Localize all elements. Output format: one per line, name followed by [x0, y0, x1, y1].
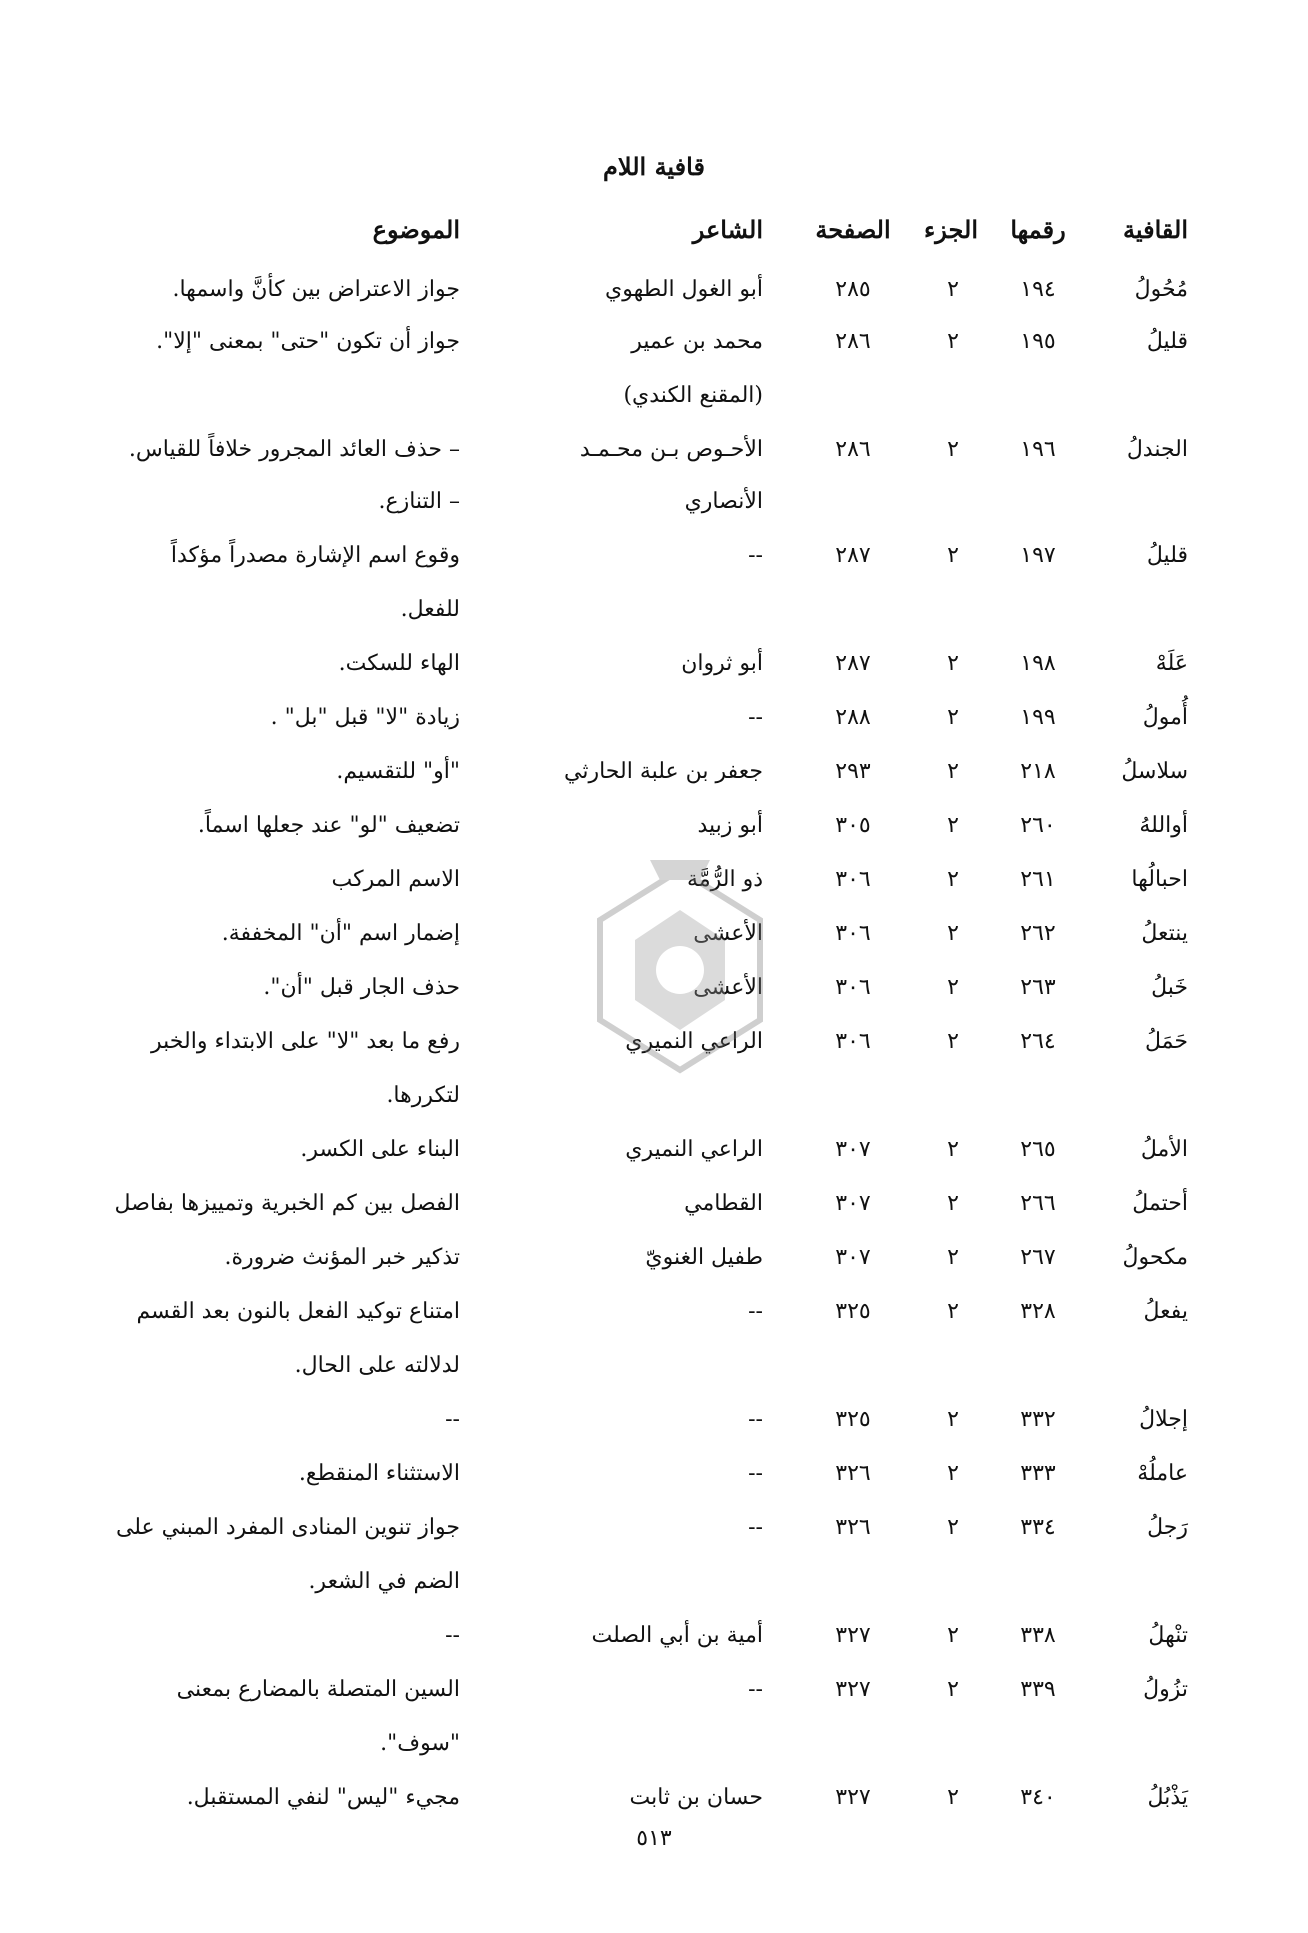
cell-page: ٢٨٧: [835, 543, 871, 568]
cell-number: ٢٦٢: [1020, 921, 1056, 946]
cell-number: ١٩٤: [1020, 277, 1056, 302]
cell-part: ٢: [947, 867, 959, 892]
table-row: [0, 752, 1308, 792]
cell-number: ٢٦١: [1020, 867, 1056, 892]
cell-poet: الراعي النميري: [625, 1029, 763, 1054]
table-row: [0, 698, 1308, 738]
cell-page: ٣٠٦: [835, 921, 871, 946]
header-page: الصفحة: [815, 215, 891, 244]
cell-rhyme: تنْهلُ: [1148, 1623, 1188, 1648]
cell-poet: ذو الرُّمَّة: [687, 867, 763, 892]
cell-topic: الهاء للسكت.: [338, 651, 460, 676]
cell-rhyme: حَمَلُ: [1145, 1029, 1188, 1054]
cell-part: ٢: [947, 759, 959, 784]
cell-topic: لدلالته على الحال.: [294, 1353, 460, 1378]
cell-topic: الاستثناء المنقطع.: [298, 1461, 460, 1486]
cell-part: ٢: [947, 1461, 959, 1486]
table-row: [0, 1670, 1308, 1710]
cell-page: ٢٨٧: [835, 651, 871, 676]
cell-page: ٣٢٧: [835, 1623, 871, 1648]
cell-rhyme: أُمولُ: [1142, 705, 1188, 730]
cell-part: ٢: [947, 705, 959, 730]
cell-part: ٢: [947, 1623, 959, 1648]
cell-poet: الأحـوص بـن محـمـد: [579, 437, 763, 462]
table-row: [0, 1616, 1308, 1656]
cell-page: ٣٠٧: [835, 1137, 871, 1162]
cell-rhyme: يَذْبُلُ: [1147, 1785, 1188, 1810]
cell-topic: لتكررها.: [386, 1083, 460, 1108]
cell-page: ٣٢٧: [835, 1677, 871, 1702]
cell-topic: جواز تنوين المنادى المفرد المبني على: [115, 1515, 460, 1540]
cell-part: ٢: [947, 1515, 959, 1540]
cell-poet: --: [748, 1515, 763, 1540]
table-row: [0, 1562, 1308, 1602]
cell-rhyme: الأملُ: [1140, 1137, 1188, 1162]
cell-number: ٢٦٣: [1020, 975, 1056, 1000]
cell-number: ١٩٧: [1020, 543, 1056, 568]
cell-number: ٣٤٠: [1020, 1785, 1056, 1810]
cell-rhyme: مكحولُ: [1122, 1245, 1188, 1270]
cell-poet: --: [748, 1461, 763, 1486]
cell-poet: الراعي النميري: [625, 1137, 763, 1162]
cell-topic: للفعل.: [400, 597, 460, 622]
cell-poet: أبو ثروان: [681, 651, 763, 676]
cell-poet: أبو زبيد: [697, 813, 763, 838]
cell-topic: "أو" للتقسيم.: [336, 759, 460, 784]
cell-page: ٣٠٦: [835, 867, 871, 892]
cell-number: ٢٦٥: [1020, 1137, 1056, 1162]
table-row: [0, 1184, 1308, 1224]
header-topic: الموضوع: [372, 215, 460, 244]
cell-number: ١٩٩: [1020, 705, 1056, 730]
table-row: [0, 322, 1308, 362]
cell-rhyme: عَلَهْ: [1155, 651, 1188, 676]
cell-page: ٢٩٣: [835, 759, 871, 784]
cell-topic: وقوع اسم الإشارة مصدراً مؤكداً: [170, 543, 460, 568]
cell-poet: محمد بن عمير: [631, 329, 763, 354]
cell-rhyme: الجندلُ: [1126, 437, 1188, 462]
table-row: [0, 1238, 1308, 1278]
table-row: [0, 1292, 1308, 1332]
cell-number: ٢١٨: [1020, 759, 1056, 784]
cell-page: ٢٨٨: [835, 705, 871, 730]
cell-rhyme: مُحُولُ: [1134, 277, 1188, 302]
cell-page: ٣٢٦: [835, 1515, 871, 1540]
cell-topic: البناء على الكسر.: [300, 1137, 460, 1162]
cell-topic: تضعيف "لو" عند جعلها اسماً.: [197, 813, 460, 838]
header-number: رقمها: [1010, 215, 1066, 244]
table-row: [0, 376, 1308, 416]
table-row: [0, 1724, 1308, 1764]
cell-number: ٣٣٢: [1020, 1407, 1056, 1432]
cell-number: ١٩٥: [1020, 329, 1056, 354]
cell-topic: حذف الجار قبل "أن".: [263, 975, 460, 1000]
cell-topic: جواز الاعتراض بين كأنَّ واسمها.: [172, 277, 460, 302]
cell-rhyme: قليلُ: [1146, 329, 1188, 354]
cell-poet: --: [748, 1677, 763, 1702]
cell-poet: --: [748, 543, 763, 568]
cell-page: ٣٠٧: [835, 1245, 871, 1270]
cell-topic: --: [445, 1407, 460, 1432]
cell-rhyme: قليلُ: [1146, 543, 1188, 568]
cell-rhyme: ينتعلُ: [1141, 921, 1188, 946]
cell-poet: --: [748, 1407, 763, 1432]
table-row: [0, 1400, 1308, 1440]
cell-page: ٣٢٧: [835, 1785, 871, 1810]
cell-number: ٣٣٤: [1020, 1515, 1056, 1540]
cell-page: ٢٨٦: [835, 329, 871, 354]
cell-rhyme: يفعلُ: [1143, 1299, 1188, 1324]
table-row: [0, 1130, 1308, 1170]
cell-number: ٢٦٧: [1020, 1245, 1056, 1270]
table-row: [0, 270, 1308, 310]
table-row: [0, 644, 1308, 684]
table-row: [0, 1508, 1308, 1548]
cell-topic: رفع ما بعد "لا" على الابتداء والخبر: [151, 1029, 460, 1054]
cell-poet: أمية بن أبي الصلت: [591, 1623, 763, 1648]
cell-page: ٢٨٥: [835, 277, 871, 302]
cell-number: ٢٦٦: [1020, 1191, 1056, 1216]
cell-topic: الاسم المركب: [331, 867, 460, 892]
cell-poet: القطامي: [684, 1191, 763, 1216]
cell-part: ٢: [947, 1191, 959, 1216]
cell-page: ٣٢٥: [835, 1299, 871, 1324]
cell-part: ٢: [947, 1299, 959, 1324]
cell-topic: الفصل بين كم الخبرية وتمييزها بفاصل: [114, 1191, 460, 1216]
cell-part: ٢: [947, 543, 959, 568]
cell-topic: زيادة "لا" قبل "بل" .: [270, 705, 460, 730]
cell-page: ٣٠٦: [835, 1029, 871, 1054]
cell-topic: تذكير خبر المؤنث ضرورة.: [224, 1245, 460, 1270]
cell-number: ٣٣٣: [1020, 1461, 1056, 1486]
cell-topic: جواز أن تكون "حتى" بمعنى "إلا".: [156, 329, 460, 354]
table-row: [0, 1454, 1308, 1494]
cell-topic: إضمار اسم "أن" المخففة.: [221, 921, 460, 946]
table-row: [0, 1346, 1308, 1386]
cell-poet: طفيل الغنويّ: [645, 1245, 763, 1270]
cell-topic: --: [445, 1623, 460, 1648]
cell-number: ٣٢٨: [1020, 1299, 1056, 1324]
cell-poet: الأنصاري: [684, 489, 763, 514]
cell-topic: السين المتصلة بالمضارع بمعنى: [176, 1677, 460, 1702]
table-row: [0, 1778, 1308, 1818]
cell-rhyme: سلاسلُ: [1121, 759, 1188, 784]
cell-page: ٣٢٦: [835, 1461, 871, 1486]
cell-topic: امتناع توكيد الفعل بالنون بعد القسم: [136, 1299, 460, 1324]
cell-topic: – التنازع.: [378, 489, 460, 514]
cell-poet: الأعشى: [693, 921, 763, 946]
page-title: قافية اللام: [603, 152, 705, 181]
cell-number: ٣٣٨: [1020, 1623, 1056, 1648]
cell-page: ٣٢٥: [835, 1407, 871, 1432]
cell-number: ٢٦٠: [1020, 813, 1056, 838]
cell-part: ٢: [947, 921, 959, 946]
cell-number: ٢٦٤: [1020, 1029, 1056, 1054]
cell-rhyme: أواللهُ: [1139, 813, 1188, 838]
cell-number: ١٩٨: [1020, 651, 1056, 676]
cell-part: ٢: [947, 1029, 959, 1054]
cell-topic: – حذف العائد المجرور خلافاً للقياس.: [128, 437, 460, 462]
cell-topic: مجيء "ليس" لنفي المستقبل.: [186, 1785, 460, 1810]
cell-poet: (المقنع الكندي): [623, 383, 763, 408]
table-row: [0, 430, 1308, 470]
cell-poet: --: [748, 705, 763, 730]
library-seal-watermark: [560, 850, 800, 1090]
cell-poet: --: [748, 1299, 763, 1324]
cell-part: ٢: [947, 1407, 959, 1432]
cell-page: ٣٠٥: [835, 813, 871, 838]
cell-poet: الأعشى: [693, 975, 763, 1000]
cell-part: ٢: [947, 329, 959, 354]
cell-poet: حسان بن ثابت: [629, 1785, 763, 1810]
table-row: [0, 482, 1308, 522]
cell-part: ٢: [947, 975, 959, 1000]
table-row: [0, 536, 1308, 576]
table-row: [0, 590, 1308, 630]
cell-page: ٢٨٦: [835, 437, 871, 462]
header-part: الجزء: [924, 215, 978, 244]
header-rhyme: القافية: [1122, 215, 1188, 244]
table-row: [0, 806, 1308, 846]
cell-part: ٢: [947, 437, 959, 462]
cell-part: ٢: [947, 1245, 959, 1270]
cell-rhyme: تزُولُ: [1143, 1677, 1188, 1702]
cell-poet: جعفر بن علبة الحارثي: [564, 759, 763, 784]
cell-page: ٣٠٦: [835, 975, 871, 1000]
cell-topic: الضم في الشعر.: [308, 1569, 460, 1594]
cell-rhyme: احبالُها: [1131, 867, 1188, 892]
cell-part: ٢: [947, 813, 959, 838]
cell-part: ٢: [947, 1677, 959, 1702]
cell-rhyme: رَجلُ: [1147, 1515, 1188, 1540]
page-number: ٥١٣: [636, 1826, 672, 1851]
cell-number: ١٩٦: [1020, 437, 1056, 462]
cell-part: ٢: [947, 1137, 959, 1162]
table-header: [0, 210, 1308, 250]
cell-part: ٢: [947, 1785, 959, 1810]
cell-rhyme: خَبلُ: [1151, 975, 1188, 1000]
cell-rhyme: أحتملُ: [1132, 1191, 1188, 1216]
cell-topic: "سوف".: [380, 1731, 460, 1756]
cell-page: ٣٠٧: [835, 1191, 871, 1216]
cell-rhyme: إجلالُ: [1139, 1407, 1188, 1432]
cell-rhyme: عاملُهْ: [1137, 1461, 1188, 1486]
cell-poet: أبو الغول الطهوي: [605, 277, 763, 302]
cell-part: ٢: [947, 651, 959, 676]
header-poet: الشاعر: [692, 215, 763, 244]
cell-part: ٢: [947, 277, 959, 302]
cell-number: ٣٣٩: [1020, 1677, 1056, 1702]
